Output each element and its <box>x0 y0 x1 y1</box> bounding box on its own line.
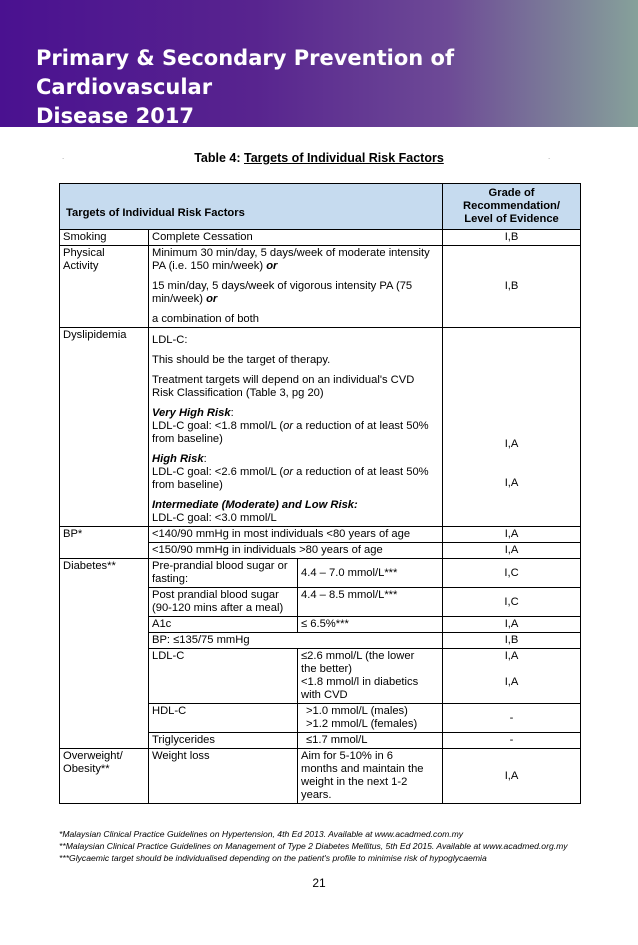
footnote-1: *Malaysian Clinical Practice Guidelines on Hypertension, 4th Ed 2013. Available at www.acadmed.com.my <box>59 829 464 839</box>
table-caption-title: Targets of Individual Risk Factors <box>243 151 444 165</box>
table-row-obesity <box>60 749 581 804</box>
target-bp-2: <150/90 mmHg in individuals >80 years of age <box>149 543 443 559</box>
obesity-grade: I,A <box>443 749 581 804</box>
diabetes-a1c-label: A1c <box>149 617 298 633</box>
risk-factor-targets-table <box>59 183 581 804</box>
factor-bp: BP* <box>60 527 149 559</box>
factor-dyslipidemia: Dyslipidemia <box>60 328 149 527</box>
diabetes-tg-value: ≤1.7 mmol/L <box>298 733 443 749</box>
grade-smoking: I,B <box>443 230 581 246</box>
diabetes-pre-label: Pre-prandial blood sugar or fasting: <box>149 559 298 588</box>
diabetes-pre-grade: I,C <box>443 559 581 588</box>
header-banner <box>0 0 638 127</box>
table-row-smoking <box>60 230 581 246</box>
table-caption <box>0 151 638 165</box>
diabetes-bp-label: BP: ≤135/75 mmHg <box>149 633 443 649</box>
diabetes-ldl-value: ≤2.6 mmol/L (the lower the better) <1.8 mmol/l in diabetics with CVD <box>298 649 443 704</box>
table-header-row <box>60 184 581 230</box>
factor-smoking: Smoking <box>60 230 149 246</box>
obesity-label: Weight loss <box>149 749 298 804</box>
table-row-physical-activity <box>60 246 581 328</box>
obesity-value: Aim for 5-10% in 6 months and maintain the weight in the next 1-2 years. <box>298 749 443 804</box>
grade-physical-activity: I,B <box>443 246 581 328</box>
factor-obesity: Overweight/ Obesity** <box>60 749 149 804</box>
diabetes-hdl-label: HDL-C <box>149 704 298 733</box>
footnotes <box>59 828 619 864</box>
diabetes-a1c-grade: I,A <box>443 617 581 633</box>
footnote-3: ***Glycaemic target should be individualised depending on the patient's profile to minimise risk of hypoglycaemia <box>59 853 487 863</box>
document-title <box>36 44 616 131</box>
diabetes-hdl-value: >1.0 mmol/L (males) >1.2 mmol/L (females) <box>298 704 443 733</box>
diabetes-ldl-label: LDL-C <box>149 649 298 704</box>
table-row-dyslipidemia <box>60 328 581 527</box>
target-physical-activity: Minimum 30 min/day, 5 days/week of moderate intensity PA (i.e. 150 min/week) or 15 min/day, 5 days/week of vigorous intensity PA (75 min/week) or a combination of both <box>149 246 443 328</box>
diabetes-hdl-grade: - <box>443 704 581 733</box>
grade-dyslipidemia: I,A I,A <box>443 328 581 527</box>
diabetes-post-label: Post prandial blood sugar (90-120 mins after a meal) <box>149 588 298 617</box>
diabetes-a1c-value: ≤ 6.5%*** <box>298 617 443 633</box>
factor-diabetes: Diabetes** <box>60 559 149 749</box>
factor-physical-activity: Physical Activity <box>60 246 149 328</box>
diabetes-tg-grade: - <box>443 733 581 749</box>
grade-bp-2: I,A <box>443 543 581 559</box>
diabetes-post-value: 4.4 – 8.5 mmol/L*** <box>298 588 443 617</box>
target-smoking: Complete Cessation <box>149 230 443 246</box>
table-row-diabetes-pre <box>60 559 581 588</box>
table-caption-prefix: Table 4: <box>194 151 244 165</box>
diabetes-post-grade: I,C <box>443 588 581 617</box>
document-title-line2: Disease 2017 <box>36 104 195 128</box>
target-bp-1: <140/90 mmHg in most individuals <80 years of age <box>149 527 443 543</box>
diabetes-bp-grade: I,B <box>443 633 581 649</box>
target-dyslipidemia: LDL-C: This should be the target of therapy. Treatment targets will depend on an individual's CVD Risk Classification (Table 3, pg 20) Very High Risk: LDL-C goal: <1.8 mmol/L (or a reduction of at least 50% from baseline) High Risk: LDL-C goal: <2.6 mmol/L (or a reduction of at least 50% from baseline) Intermediate (Moderate) and Low Risk: LDL-C goal: <3.0 mmol/L <box>149 328 443 527</box>
header-grade: Grade of Recommendation/ Level of Evidence <box>443 184 581 230</box>
diabetes-pre-value: 4.4 – 7.0 mmol/L*** <box>298 559 443 588</box>
diabetes-tg-label: Triglycerides <box>149 733 298 749</box>
grade-bp-1: I,A <box>443 527 581 543</box>
header-targets: Targets of Individual Risk Factors <box>60 184 443 230</box>
footnote-2: **Malaysian Clinical Practice Guidelines on Management of Type 2 Diabetes Mellitus, 5th Ed 2015. Available at www.acadmed.org.my <box>59 841 568 851</box>
page-number: 21 <box>312 876 326 890</box>
document-title-line1: Primary & Secondary Prevention of Cardiovascular <box>36 46 455 99</box>
table-row-bp-1 <box>60 527 581 543</box>
diabetes-ldl-grade: I,A I,A <box>443 649 581 704</box>
